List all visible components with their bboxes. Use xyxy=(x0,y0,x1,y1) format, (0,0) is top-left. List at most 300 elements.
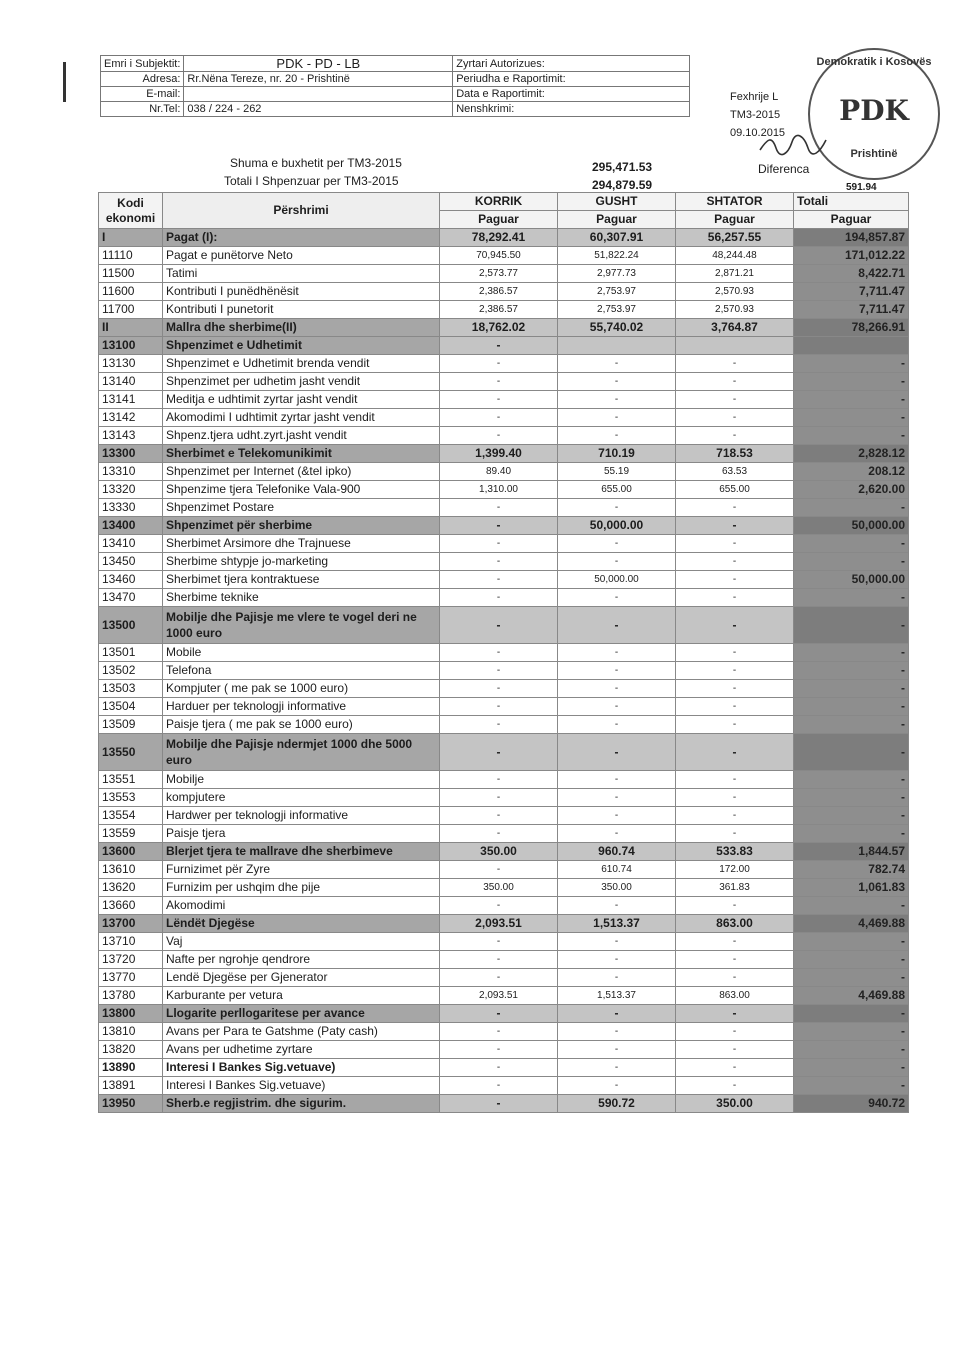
row-korrik: - xyxy=(440,861,558,879)
row-shtator: 56,257.55 xyxy=(676,229,794,247)
row-code: 13559 xyxy=(99,825,163,843)
row-description: Sherbime teknike xyxy=(163,589,440,607)
spent-value: 294,879.59 xyxy=(592,178,653,192)
row-korrik: 350.00 xyxy=(440,879,558,897)
row-shtator: - xyxy=(676,355,794,373)
row-code: 13503 xyxy=(99,680,163,698)
row-total: - xyxy=(794,409,909,427)
row-shtator: - xyxy=(676,807,794,825)
row-korrik: - xyxy=(440,337,558,355)
row-gusht: 590.72 xyxy=(558,1095,676,1113)
signature-scribble xyxy=(758,134,828,156)
row-description: Lëndët Djegëse xyxy=(163,915,440,933)
table-row xyxy=(99,535,909,553)
row-total: - xyxy=(794,951,909,969)
table-row xyxy=(99,499,909,517)
col-code-header: Kodi ekonomi xyxy=(99,193,163,229)
row-description: Vaj xyxy=(163,933,440,951)
row-code: 13501 xyxy=(99,644,163,662)
paid-header-m2: Paguar xyxy=(558,211,676,229)
row-description: Pagat e punëtorve Neto xyxy=(163,247,440,265)
row-korrik: 18,762.02 xyxy=(440,319,558,337)
row-description: Shpenzimet e Udhetimit xyxy=(163,337,440,355)
row-total: - xyxy=(794,553,909,571)
row-shtator: - xyxy=(676,951,794,969)
row-shtator: 2,570.93 xyxy=(676,283,794,301)
row-description: Meditja e udhtimit zyrtar jasht vendit xyxy=(163,391,440,409)
row-korrik: - xyxy=(440,698,558,716)
col-m3-header: SHTATOR xyxy=(676,193,794,211)
row-gusht: - xyxy=(558,969,676,987)
row-description: Pagat (I): xyxy=(163,229,440,247)
row-code: 13500 xyxy=(99,607,163,644)
row-total: - xyxy=(794,807,909,825)
row-korrik: 2,386.57 xyxy=(440,283,558,301)
table-row xyxy=(99,969,909,987)
section-row xyxy=(99,1005,909,1023)
row-shtator: - xyxy=(676,662,794,680)
row-shtator: - xyxy=(676,553,794,571)
row-shtator: - xyxy=(676,535,794,553)
row-code: 13509 xyxy=(99,716,163,734)
row-total: 940.72 xyxy=(794,1095,909,1113)
table-row xyxy=(99,481,909,499)
row-description: Telefona xyxy=(163,662,440,680)
row-shtator: - xyxy=(676,825,794,843)
row-shtator: - xyxy=(676,499,794,517)
row-description: Shpenzime tjera Telefonike Vala-900 xyxy=(163,481,440,499)
row-gusht: 50,000.00 xyxy=(558,571,676,589)
table-row xyxy=(99,1077,909,1095)
row-code: 13720 xyxy=(99,951,163,969)
row-shtator: - xyxy=(676,427,794,445)
row-korrik: - xyxy=(440,553,558,571)
row-korrik: - xyxy=(440,1005,558,1023)
row-code: 13700 xyxy=(99,915,163,933)
row-gusht xyxy=(558,337,676,355)
row-code: 13780 xyxy=(99,987,163,1005)
row-gusht: - xyxy=(558,734,676,771)
row-description: Furnizim per ushqim dhe pije xyxy=(163,879,440,897)
row-description: Mobilje xyxy=(163,771,440,789)
row-shtator: - xyxy=(676,969,794,987)
row-shtator xyxy=(676,337,794,355)
row-korrik: 2,573.77 xyxy=(440,265,558,283)
row-code: 13310 xyxy=(99,463,163,481)
row-shtator: - xyxy=(676,1023,794,1041)
row-description: Karburante per vetura xyxy=(163,987,440,1005)
table-row xyxy=(99,1023,909,1041)
row-korrik: - xyxy=(440,969,558,987)
table-row xyxy=(99,301,909,319)
table-row xyxy=(99,391,909,409)
tel-label: Nr.Tel: xyxy=(101,102,184,117)
table-row xyxy=(99,807,909,825)
row-korrik: - xyxy=(440,897,558,915)
row-korrik: - xyxy=(440,1023,558,1041)
row-gusht: - xyxy=(558,499,676,517)
row-code: 13710 xyxy=(99,933,163,951)
row-code: 11110 xyxy=(99,247,163,265)
row-gusht: - xyxy=(558,355,676,373)
table-row xyxy=(99,283,909,301)
row-korrik: 89.40 xyxy=(440,463,558,481)
row-total: - xyxy=(794,607,909,644)
row-korrik: 2,093.51 xyxy=(440,915,558,933)
row-gusht: 710.19 xyxy=(558,445,676,463)
row-total: - xyxy=(794,391,909,409)
row-description: Llogarite perllogaritese per avance xyxy=(163,1005,440,1023)
row-gusht: 610.74 xyxy=(558,861,676,879)
row-code: 13551 xyxy=(99,771,163,789)
row-description: Interesi I Bankes Sig.vetuave) xyxy=(163,1059,440,1077)
table-row xyxy=(99,409,909,427)
row-shtator: 655.00 xyxy=(676,481,794,499)
table-row xyxy=(99,861,909,879)
row-code: 13553 xyxy=(99,789,163,807)
row-code: 13770 xyxy=(99,969,163,987)
table-row xyxy=(99,771,909,789)
table-row xyxy=(99,644,909,662)
row-description: Kontributi I punëdhënësit xyxy=(163,283,440,301)
table-row xyxy=(99,662,909,680)
row-description: Harduer per teknologji informative xyxy=(163,698,440,716)
row-shtator: 48,244.48 xyxy=(676,247,794,265)
date-label: Data e Raportimit: xyxy=(453,87,690,102)
row-code: 13142 xyxy=(99,409,163,427)
row-description: Lendë Djegëse per Gjenerator xyxy=(163,969,440,987)
row-gusht: 1,513.37 xyxy=(558,915,676,933)
row-gusht: 2,753.97 xyxy=(558,301,676,319)
row-description: Sherb.e regjistrim. dhe sigurim. xyxy=(163,1095,440,1113)
row-gusht: - xyxy=(558,698,676,716)
paid-header-m1: Paguar xyxy=(440,211,558,229)
table-row xyxy=(99,951,909,969)
row-total: 782.74 xyxy=(794,861,909,879)
row-gusht: - xyxy=(558,427,676,445)
row-description: Sherbimet e Telekomunikimit xyxy=(163,445,440,463)
row-code: 13400 xyxy=(99,517,163,535)
row-description: Mallra dhe sherbime(II) xyxy=(163,319,440,337)
row-description: Shpenz.tjera udht.zyrt.jasht vendit xyxy=(163,427,440,445)
row-description: Nafte per ngrohje qendrore xyxy=(163,951,440,969)
row-description: Paisje tjera ( me pak se 1000 euro) xyxy=(163,716,440,734)
row-shtator: - xyxy=(676,789,794,807)
address-value: Rr.Nëna Tereze, nr. 20 - Prishtinë xyxy=(184,72,453,87)
row-code: 13810 xyxy=(99,1023,163,1041)
row-korrik: - xyxy=(440,680,558,698)
row-shtator: - xyxy=(676,734,794,771)
row-korrik: 2,093.51 xyxy=(440,987,558,1005)
section-row xyxy=(99,734,909,771)
row-gusht: 655.00 xyxy=(558,481,676,499)
row-total: - xyxy=(794,969,909,987)
table-row xyxy=(99,373,909,391)
row-shtator: 718.53 xyxy=(676,445,794,463)
row-code: 13143 xyxy=(99,427,163,445)
row-code: I xyxy=(99,229,163,247)
table-row xyxy=(99,789,909,807)
row-korrik: - xyxy=(440,535,558,553)
row-total: - xyxy=(794,1041,909,1059)
row-gusht: - xyxy=(558,716,676,734)
row-korrik: - xyxy=(440,355,558,373)
row-total: 1,844.57 xyxy=(794,843,909,861)
row-total: - xyxy=(794,1059,909,1077)
row-shtator: 172.00 xyxy=(676,861,794,879)
row-gusht: 960.74 xyxy=(558,843,676,861)
row-gusht: - xyxy=(558,553,676,571)
row-total: 50,000.00 xyxy=(794,517,909,535)
row-gusht: 2,977.73 xyxy=(558,265,676,283)
section-row xyxy=(99,607,909,644)
row-gusht: 55.19 xyxy=(558,463,676,481)
row-korrik: - xyxy=(440,716,558,734)
row-gusht: - xyxy=(558,1023,676,1041)
row-code: 13890 xyxy=(99,1059,163,1077)
row-shtator: - xyxy=(676,571,794,589)
row-shtator: - xyxy=(676,517,794,535)
row-code: 13610 xyxy=(99,861,163,879)
row-total: 1,061.83 xyxy=(794,879,909,897)
row-gusht: - xyxy=(558,662,676,680)
row-shtator: - xyxy=(676,716,794,734)
row-gusht: - xyxy=(558,897,676,915)
budget-value: 295,471.53 xyxy=(592,160,653,174)
row-korrik: 1,310.00 xyxy=(440,481,558,499)
row-shtator: 3,764.87 xyxy=(676,319,794,337)
row-korrik: - xyxy=(440,951,558,969)
row-description: Kontributi I punetorit xyxy=(163,301,440,319)
row-code: 13504 xyxy=(99,698,163,716)
row-code: 13300 xyxy=(99,445,163,463)
row-description: Tatimi xyxy=(163,265,440,283)
col-m2-header: GUSHT xyxy=(558,193,676,211)
table-row xyxy=(99,897,909,915)
row-code: 13550 xyxy=(99,734,163,771)
row-gusht: - xyxy=(558,1041,676,1059)
section-row xyxy=(99,1095,909,1113)
officer-label: Zyrtari Autorizues: xyxy=(453,56,690,72)
row-korrik: - xyxy=(440,644,558,662)
row-description: Paisje tjera xyxy=(163,825,440,843)
row-gusht: - xyxy=(558,789,676,807)
row-total: - xyxy=(794,771,909,789)
row-gusht: - xyxy=(558,607,676,644)
row-shtator: 863.00 xyxy=(676,987,794,1005)
row-description: Shpenzimet për sherbime xyxy=(163,517,440,535)
row-description: Mobilje dhe Pajisje ndermjet 1000 dhe 5000 euro xyxy=(163,734,440,771)
row-shtator: - xyxy=(676,373,794,391)
row-gusht: - xyxy=(558,1077,676,1095)
row-shtator: - xyxy=(676,698,794,716)
row-gusht: - xyxy=(558,373,676,391)
row-korrik: 78,292.41 xyxy=(440,229,558,247)
row-code: 11700 xyxy=(99,301,163,319)
row-gusht: 60,307.91 xyxy=(558,229,676,247)
row-code: 13950 xyxy=(99,1095,163,1113)
row-code: 13330 xyxy=(99,499,163,517)
row-shtator: - xyxy=(676,644,794,662)
email-label: E-mail: xyxy=(101,87,184,102)
period-value: TM3-2015 xyxy=(730,109,781,121)
row-korrik: - xyxy=(440,499,558,517)
row-gusht: - xyxy=(558,535,676,553)
row-code: 13470 xyxy=(99,589,163,607)
row-total: - xyxy=(794,644,909,662)
col-m1-header: KORRIK xyxy=(440,193,558,211)
row-description: Shpenzimet e Udhetimit brenda vendit xyxy=(163,355,440,373)
row-gusht: - xyxy=(558,1059,676,1077)
row-korrik: - xyxy=(440,517,558,535)
row-description: Sherbime shtypje jo-marketing xyxy=(163,553,440,571)
row-korrik: - xyxy=(440,1077,558,1095)
stamp-city: Prishtinë xyxy=(850,148,898,160)
row-total: - xyxy=(794,1005,909,1023)
row-description: Hardwer per teknologji informative xyxy=(163,807,440,825)
table-header-row xyxy=(99,193,909,211)
row-total: 7,711.47 xyxy=(794,283,909,301)
table-row xyxy=(99,825,909,843)
row-description: Akomodimi I udhtimit zyrtar jasht vendit xyxy=(163,409,440,427)
row-description: Shpenzimet per Internet (&tel ipko) xyxy=(163,463,440,481)
row-shtator: - xyxy=(676,1041,794,1059)
row-gusht: - xyxy=(558,409,676,427)
row-korrik: - xyxy=(440,373,558,391)
table-row xyxy=(99,1041,909,1059)
table-row xyxy=(99,716,909,734)
row-shtator: 361.83 xyxy=(676,879,794,897)
row-code: 13140 xyxy=(99,373,163,391)
row-total: 7,711.47 xyxy=(794,301,909,319)
row-code: 13660 xyxy=(99,897,163,915)
section-row xyxy=(99,915,909,933)
row-total: - xyxy=(794,1023,909,1041)
row-total xyxy=(794,337,909,355)
section-row xyxy=(99,517,909,535)
row-gusht: 350.00 xyxy=(558,879,676,897)
row-description: Avans per udhetime zyrtare xyxy=(163,1041,440,1059)
row-shtator: 63.53 xyxy=(676,463,794,481)
table-row xyxy=(99,680,909,698)
row-gusht: - xyxy=(558,771,676,789)
row-code: 13410 xyxy=(99,535,163,553)
row-shtator: - xyxy=(676,680,794,698)
table-row xyxy=(99,265,909,283)
row-description: Mobilje dhe Pajisje me vlere te vogel deri ne 1000 euro xyxy=(163,607,440,644)
email-value xyxy=(184,87,453,102)
row-shtator: - xyxy=(676,1005,794,1023)
row-total: - xyxy=(794,1077,909,1095)
table-row xyxy=(99,463,909,481)
row-korrik: 2,386.57 xyxy=(440,301,558,319)
table-row xyxy=(99,1059,909,1077)
row-total: - xyxy=(794,589,909,607)
row-total: - xyxy=(794,734,909,771)
row-total: - xyxy=(794,373,909,391)
row-korrik: - xyxy=(440,789,558,807)
expense-table xyxy=(98,192,909,1113)
col-desc-header: Përshrimi xyxy=(163,193,440,229)
officer-value: Fexhrije L xyxy=(730,91,779,103)
section-row xyxy=(99,843,909,861)
row-shtator: - xyxy=(676,589,794,607)
row-code: 13460 xyxy=(99,571,163,589)
table-row xyxy=(99,553,909,571)
row-shtator: 2,871.21 xyxy=(676,265,794,283)
row-description: Furnizimet për Zyre xyxy=(163,861,440,879)
col-total-header: Totali xyxy=(794,193,909,211)
header-table xyxy=(100,55,690,117)
address-label: Adresa: xyxy=(101,72,184,87)
row-total: - xyxy=(794,499,909,517)
row-gusht: - xyxy=(558,1005,676,1023)
row-shtator: - xyxy=(676,771,794,789)
table-row xyxy=(99,933,909,951)
row-total: 78,266.91 xyxy=(794,319,909,337)
row-description: Kompjuter ( me pak se 1000 euro) xyxy=(163,680,440,698)
row-total: - xyxy=(794,355,909,373)
table-row xyxy=(99,247,909,265)
table-row xyxy=(99,355,909,373)
row-korrik: 70,945.50 xyxy=(440,247,558,265)
date-value: 09.10.2015 xyxy=(730,127,786,139)
row-description: Avans per Para te Gatshme (Paty cash) xyxy=(163,1023,440,1041)
row-total: - xyxy=(794,698,909,716)
scan-mark xyxy=(63,62,66,102)
row-korrik: - xyxy=(440,607,558,644)
row-code: 13554 xyxy=(99,807,163,825)
row-total: - xyxy=(794,933,909,951)
row-code: 13100 xyxy=(99,337,163,355)
row-gusht: - xyxy=(558,589,676,607)
section-row xyxy=(99,229,909,247)
row-description: Shpenzimet Postare xyxy=(163,499,440,517)
row-korrik: - xyxy=(440,571,558,589)
row-description: Shpenzimet per udhetim jasht vendit xyxy=(163,373,440,391)
subject-value: PDK - PD - LB xyxy=(184,56,453,72)
row-korrik: - xyxy=(440,589,558,607)
row-shtator: - xyxy=(676,933,794,951)
row-korrik: - xyxy=(440,662,558,680)
row-shtator: - xyxy=(676,1059,794,1077)
row-code: II xyxy=(99,319,163,337)
row-gusht: - xyxy=(558,825,676,843)
stamp-name: PDK xyxy=(839,94,909,127)
row-code: 11500 xyxy=(99,265,163,283)
table-row xyxy=(99,427,909,445)
row-description: Mobile xyxy=(163,644,440,662)
paid-header-total: Paguar xyxy=(794,211,909,229)
table-row xyxy=(99,698,909,716)
row-gusht: - xyxy=(558,933,676,951)
spent-label: Totali I Shpenzuar per TM3-2015 xyxy=(224,174,399,188)
row-code: 13800 xyxy=(99,1005,163,1023)
row-total: 4,469.88 xyxy=(794,915,909,933)
stamp-ring-text: Demokratik i Kosovës xyxy=(816,56,932,68)
row-gusht: 55,740.02 xyxy=(558,319,676,337)
row-total: 2,828.12 xyxy=(794,445,909,463)
row-korrik: - xyxy=(440,409,558,427)
row-total: - xyxy=(794,897,909,915)
row-korrik: - xyxy=(440,1059,558,1077)
row-korrik: 1,399.40 xyxy=(440,445,558,463)
section-row xyxy=(99,337,909,355)
row-total: 50,000.00 xyxy=(794,571,909,589)
row-code: 11600 xyxy=(99,283,163,301)
row-code: 13620 xyxy=(99,879,163,897)
row-gusht: - xyxy=(558,391,676,409)
